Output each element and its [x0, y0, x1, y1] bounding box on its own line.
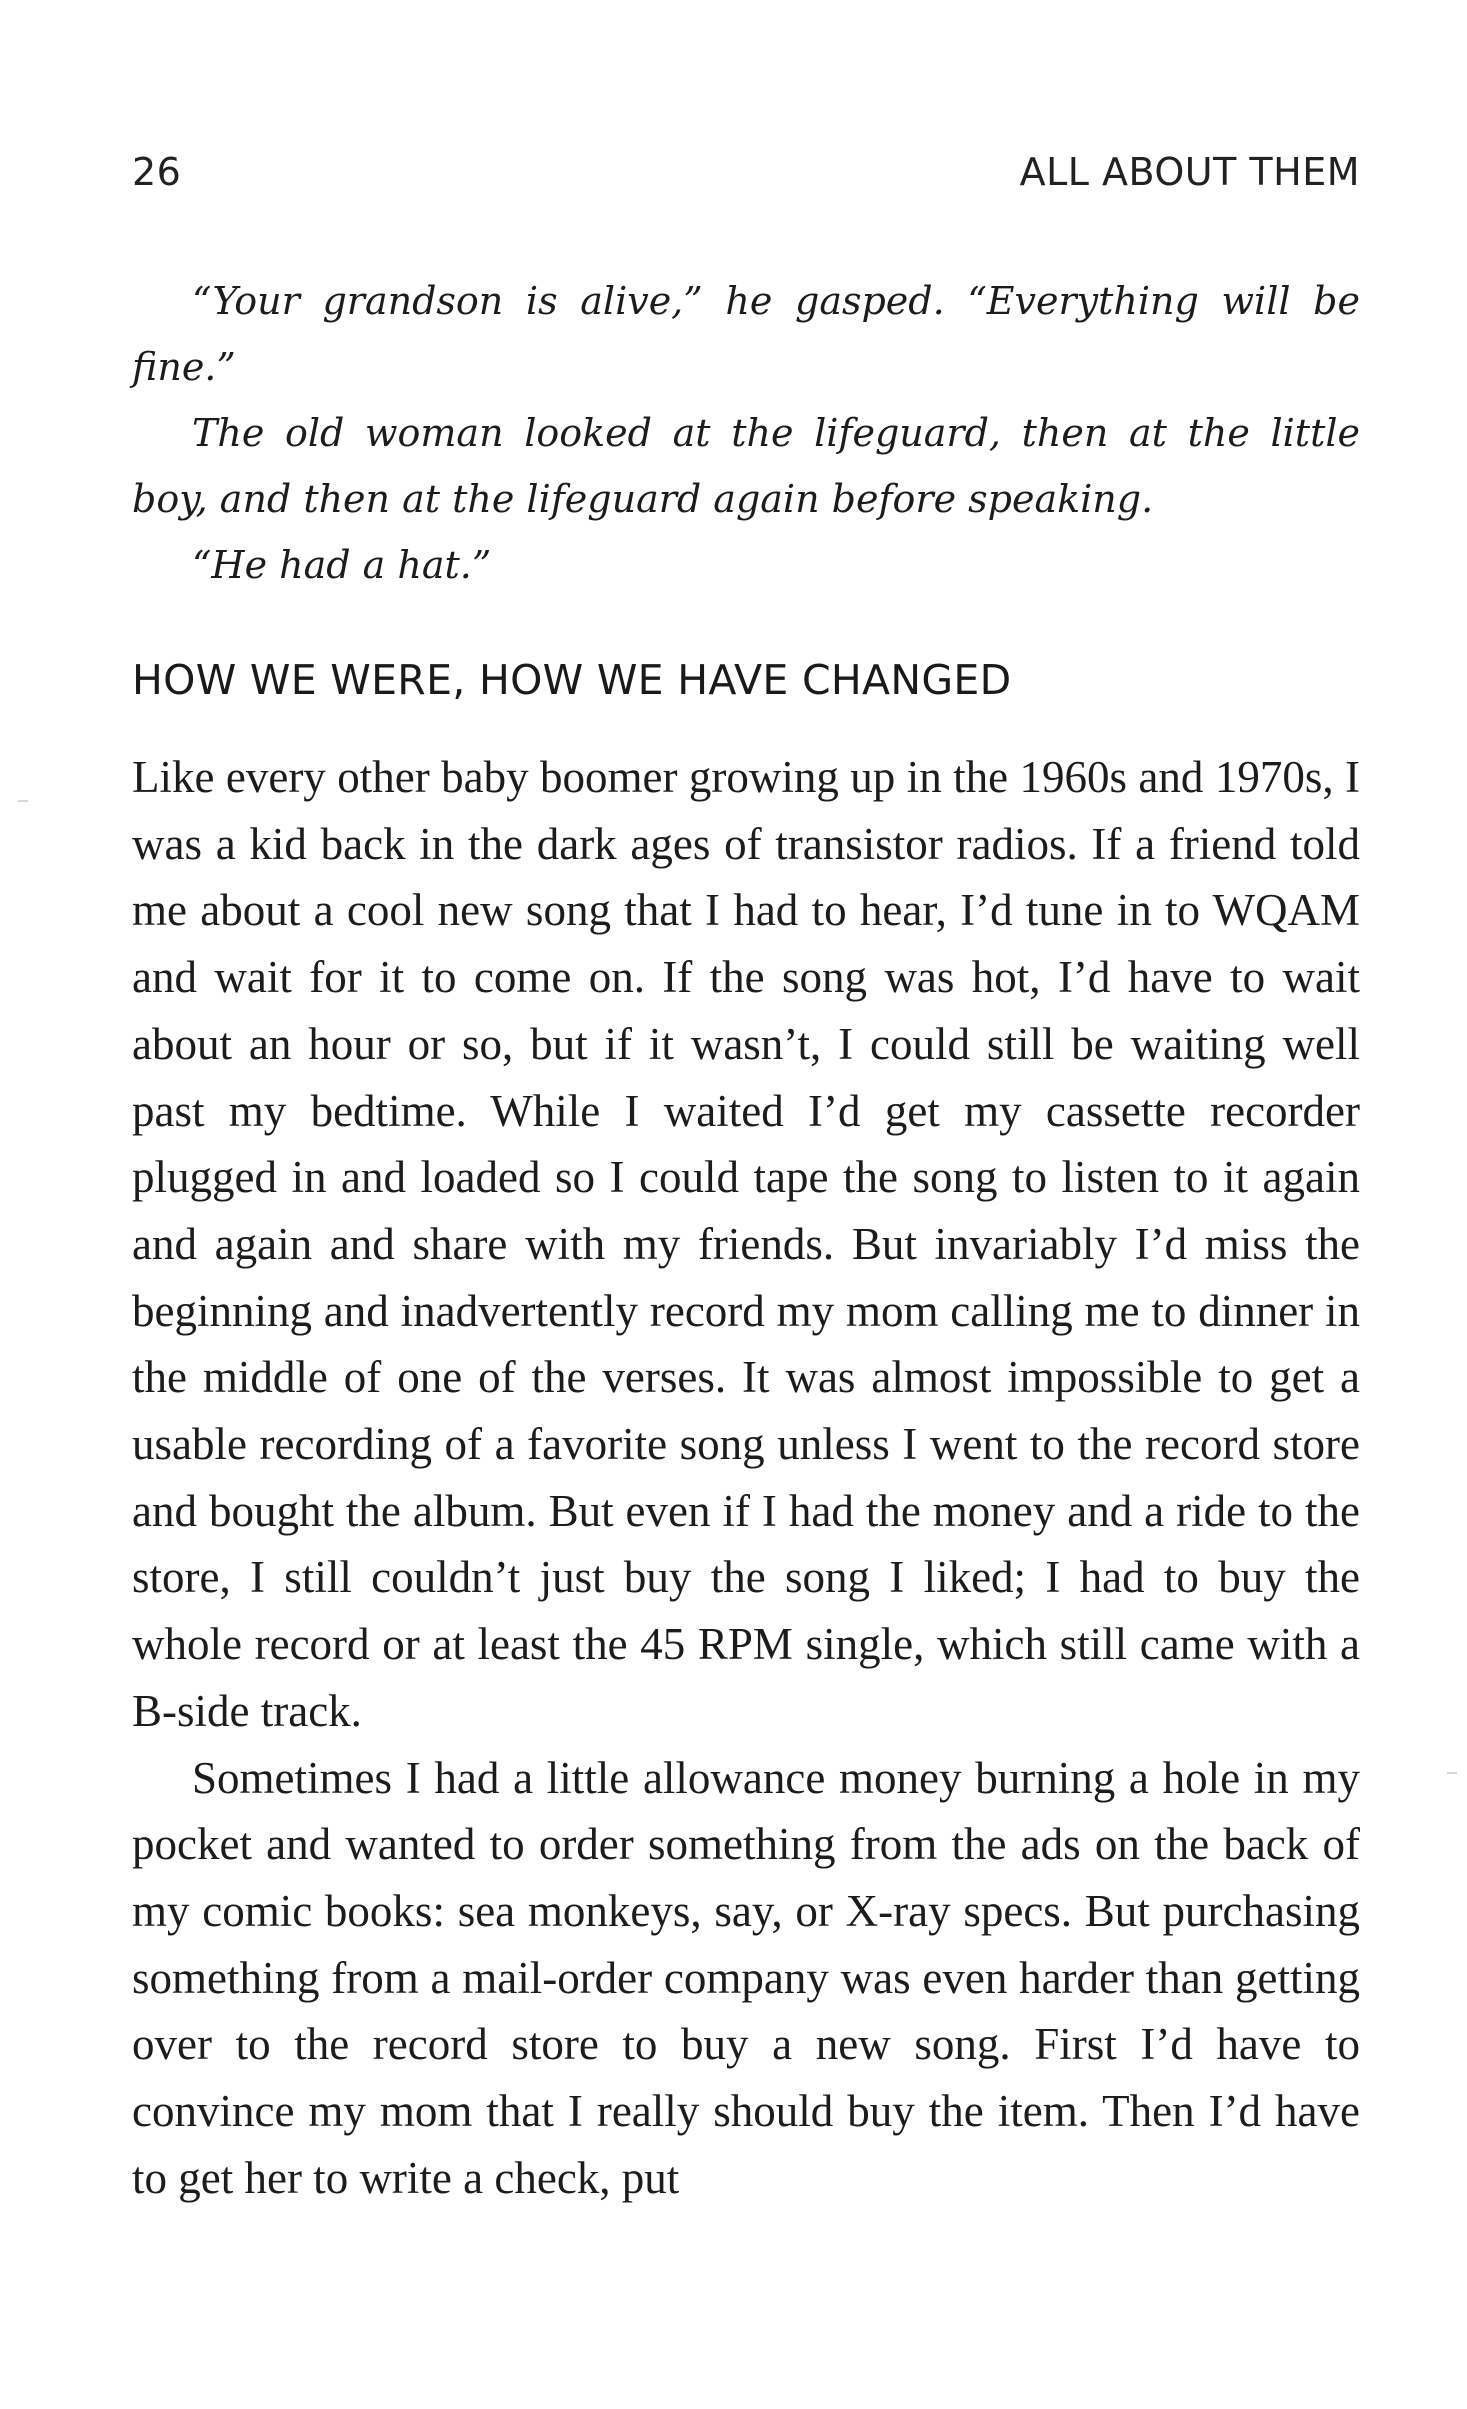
quote-line-gasped: “Your grandson is alive,” he gasped. “Everything will be fine.” — [132, 279, 1360, 389]
scan-artifact-right — [1447, 1772, 1457, 1774]
page-number: 26 — [132, 150, 182, 194]
chapter-title: ALL ABOUT THEM — [1019, 150, 1360, 194]
running-head — [132, 150, 1360, 210]
body-text — [132, 744, 1360, 2211]
quote-line-narration: The old woman looked at the lifeguard, then at the little boy, and then at the lifeguard again before speaking. — [132, 411, 1360, 521]
section-heading: HOW WE WERE, HOW WE HAVE CHANGED — [132, 656, 1012, 704]
scan-artifact-left — [18, 800, 28, 802]
paragraph-transistor-radios: Like every other baby boomer growing up in the 1960s and 1970s, I was a kid back in the dark ages of transistor radios. If a friend told me about a cool new song that I had to hear, I’d tune in to WQAM and wait for it to come on. If the song was hot, I’d have to wait about an hour or so, but if it wasn’t, I could still be waiting well past my bedtime. While I waited I’d get my cassette recorder plugged in and loaded so I could tape the song to listen to it again and again and share with my friends. But invariably I’d miss the beginning and inadvertently record my mom calling me to dinner in the middle of one of the verses. It was almost impossible to get a usable recording of a favorite song unless I went to the record store and bought the album. But even if I had the money and a ride to the store, I still couldn’t just buy the song I liked; I had to buy the whole record or at least the 45 RPM single, which still came with a B-side track. — [132, 752, 1360, 1736]
quote-line-hat: “He had a hat.” — [192, 543, 492, 587]
paragraph-mail-order: Sometimes I had a little allowance money burning a hole in my pocket and wanted to order something from the ads on the back of my comic books: sea monkeys, say, or X-ray specs. But purchasing something from a mail-order company was even harder than getting over to the record store to buy a new song. First I’d have to convince my mom that I really should buy the item. Then I’d have to get her to write a check, put — [132, 1752, 1360, 2203]
quoted-dialogue — [132, 268, 1360, 598]
